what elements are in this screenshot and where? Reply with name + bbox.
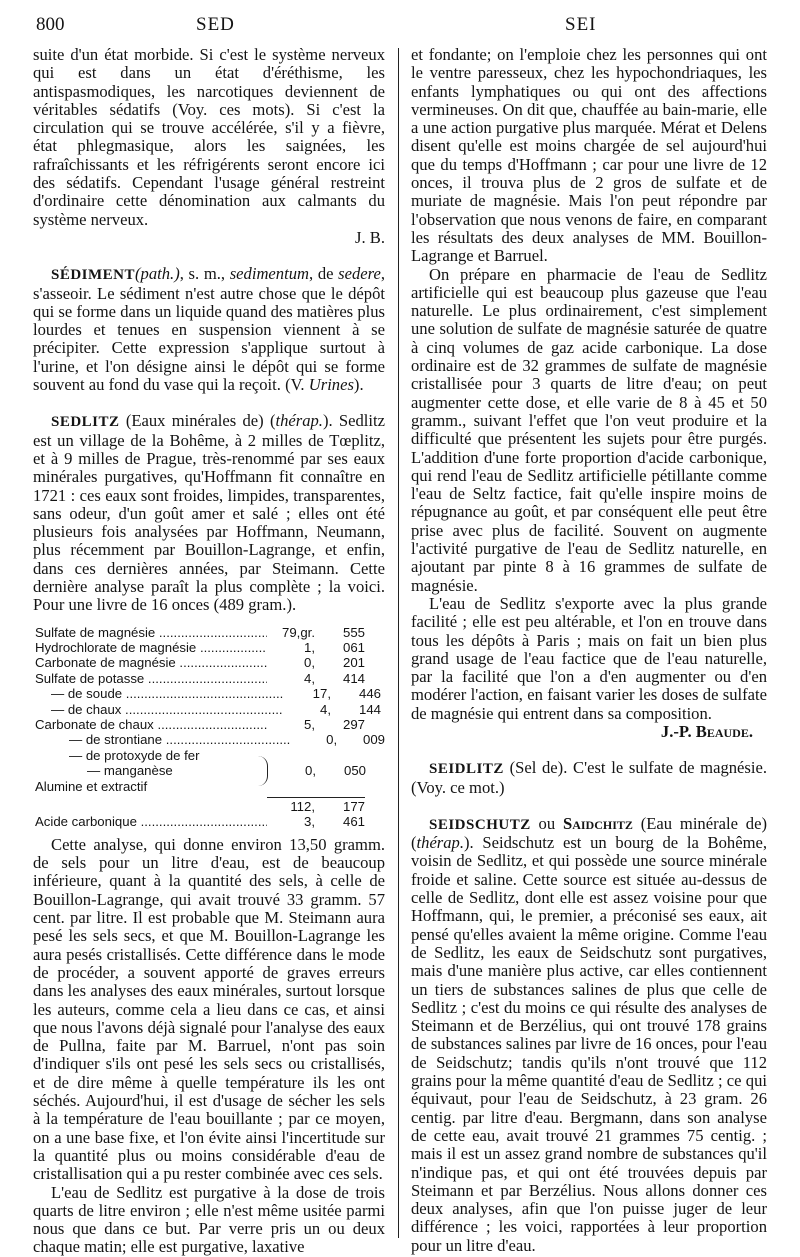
analysis-table bbox=[35, 625, 385, 830]
author-signature: J.-P. Beaude. bbox=[660, 721, 753, 741]
analysis-commentary: Cette analyse, qui donne environ 13,50 gramm. de sels pour un litre d'eau, est de beaucoup inférieure, quant à la quantité des sels, à celle de Bouillon-Lagrange, qui avait trouvé 33 gramm. 57 cent. par litre. Il est probable que M. Steimann aura pesé les sels secs, et que M. Bouillon-Lagrange les aura pesés cristallisés. Cette différence dans le mode de procéder, a souvent apporté de graves erreurs dans les analyses des eaux minérales, surtout lorsque les auteurs, comme cela a lieu dans ce cas, et ainsi que nous l'avons déjà signalé pour l'analyse des eaux de Pullna, faite par M. Barruel, n'ont pas soin d'indiquer s'ils ont pesé les sels secs ou cristallisés, et de dire même à quelle température ils les ont séchés. Aujourd'hui, il est d'usage de sécher les sels à la température de l'eau bouillante ; par ce moyen, on a une base fixe, et l'on évite ainsi l'incertitude sur la quantité plus ou moins considérable d'eau de cristallisation qui a pu rester combinée avec ces sels. bbox=[33, 834, 385, 1184]
pos-label: (path.) bbox=[135, 264, 180, 284]
table-row: — de soude ..... 17, 446 bbox=[35, 686, 385, 701]
left-running-head: SED bbox=[196, 14, 235, 35]
table-row-braced: — de protoxyde de fer — manganèse Alumine et extractif 0, 050 bbox=[35, 747, 366, 794]
brace-mark bbox=[253, 756, 268, 786]
export-paragraph: L'eau de Sedlitz s'exporte avec la plus grande facilité ; elle est peu altérable, et l'on en trouve dans tous les dépôts à Paris ; mais on fait un bien plus grand usage de l'eau factice que de l'eau naturelle, par la facilité que l'on a d'en augmenter ou d'en modérer l'action, en faisant varier les doses de sulfate de magnésie qui entrent dans sa composition. bbox=[411, 593, 767, 723]
right-column bbox=[411, 46, 767, 1255]
table-row: Acide carbonique ..... 3, 461 bbox=[35, 814, 385, 829]
headword-seidschutz: SEIDSCHUTZ bbox=[429, 816, 531, 833]
entry-sedlitz: SEDLITZ (Eaux minérales de) (thérap.). Sedlitz est un village de la Bohême, à 2 milles de Tœplitz, et à 9 milles de Prague, très-renommé par ses eaux minérales purgatives, qu'Hoffmann fit connaître en 1721 : ces eaux sont froides, limpides, transparentes, sans odeur, d'un goût amer et salé ; elles ont été plusieurs fois analysées par Hoffmann, Neumann, plus récemment par Bouillon-Lagrange, et enfin, dans ces dernières années, par Steimann. Cette dernière analyse paraît la plus complète ; la voici. Pour une livre de 16 onces (489 gram.). bbox=[33, 411, 385, 615]
headword-sediment: SÉDIMENT bbox=[51, 267, 136, 284]
right-running-head: SEI bbox=[565, 14, 597, 35]
table-row: — de strontiane ..... 0, 009 bbox=[35, 732, 385, 747]
entry-seidschutz: SEIDSCHUTZ ou Saidchitz (Eau minérale de) (thérap.). Seidschutz est un bourg de la Bohême, voisin de Sedlitz, et qui possède une source minérale froide et saline. Cette source est située au-dessus de celle de Sedlitz, dont elle est assez voisine pour que Hoffmann, qui, le premier, a préconisé ses eaux, ait pensé qu'elles avaient la même origine. Comme l'eau de Sedlitz, les eaux de Seidschutz sont purgatives, mais d'une manière plus active, car elles contiennent un tiers de substances salines de plus que celle de Sedlitz ; c'est du moins ce qui résulte des analyses de Steimann et de Berzélius, qui ont trouvé 178 grains de substances salines par livre de 16 onces, pour l'eau de Seidschutz; tandis qu'ils n'ont trouvé que 112 grains pour la même quantité d'eau de Sedlitz ; ce qui équivaut, pour l'eau de Seidschutz, à 23 gram. 26 centig. par litre d'eau. Bergmann, dans son analyse de cette eau, avait trouvé 21 grammes 75 centig. ; mais il est un assez grand nombre de substances qu'il n'indique pas, et qui ont été trouvées depuis par Steimann et par Berzélius. Nous allons donner ces deux analyses, afin que l'on puisse juger de leur différence ; les voici, rapportées à leur proportion pour un litre d'eau. bbox=[411, 813, 767, 1255]
entry-sediment: SÉDIMENT(path.), s. m., sedimentum, de sedere, s'asseoir. Le sédiment n'est autre chose que le dépôt qui se forme dans un liquide quand des matières plus lourdes et tenues en suspension viennent à se précipiter. Cette expression s'applique surtout à l'urine, et l'on désigne ainsi le dépôt qui se forme souvent au fond du vase qui la reçoit. (V. Urines). bbox=[33, 264, 386, 395]
table-row: Hydrochlorate de magnésie ..... 1, 061 bbox=[35, 640, 385, 655]
total-rule bbox=[35, 797, 385, 798]
dose-paragraph: L'eau de Sedlitz est purgative à la dose de trois quarts de litre environ ; elle n'est même usitée parmi nous que dans ce but. Par verre pris un ou deux chaque matin; elle est purgative, laxative bbox=[33, 1182, 385, 1257]
cross-reference: Urines bbox=[308, 375, 354, 395]
pos-label: thérap. bbox=[416, 833, 465, 853]
entry-seidlitz: SEIDLITZ (Sel de). C'est le sulfate de magnésie. (Voy. ce mot.) bbox=[411, 758, 767, 797]
usage-paragraph: et fondante; on l'emploie chez les personnes qui ont le ventre paresseux, chez les hypochondriaques, les enfants lymphatiques ou qui ont des affections vermineuses. On dit que, chauffée au bain-marie, elle a une action purgative plus marquée. Mérat et Delens disent qu'elle est moins chargée de sel aujourd'hui que du temps d'Hoffmann ; car pour une livre de 12 onces, il trouva plus de 2 gros de sulfate et de muriate de magnésie. Mais l'on peut répondre par l'observation que nous venons de faire, en comparant les résultats des deux analyses de MM. Bouillon-Lagrange et Barruel. bbox=[411, 45, 767, 266]
table-row: — de chaux ..... 4, 144 bbox=[35, 702, 385, 717]
author-signature: J. B. bbox=[355, 227, 385, 247]
pos-label: thérap. bbox=[275, 411, 323, 431]
table-total-row: 112, 177 bbox=[290, 799, 365, 815]
page-number: 800 bbox=[36, 14, 65, 35]
left-column bbox=[33, 46, 385, 1257]
running-header bbox=[0, 14, 800, 44]
table-row: Sulfate de magnésie ..... 79,gr. 555 bbox=[35, 625, 385, 640]
table-row: Sulfate de potasse ..... 4, 414 bbox=[35, 671, 385, 686]
headword-seidlitz: SEIDLITZ bbox=[429, 761, 504, 778]
table-row: Carbonate de chaux ..... 5, 297 bbox=[35, 717, 385, 732]
column-divider bbox=[398, 48, 399, 1238]
sedatif-paragraph-end: suite d'un état morbide. Si c'est le système nerveux qui est dans un état d'éréthisme, les antispasmodiques, les narcotiques deviennent de véritables sédatifs (Voy. ces mots). Si c'est la circulation qui se trouve accélérée, s'il y a fièvre, état phlegmasique, alors les saignées, les rafraîchissants et les réfrigérents seront encore ici des sédatifs. Cependant l'usage général restreint d'ordinaire cette dénomination aux calmants du système nerveux. bbox=[33, 45, 385, 229]
headword-sedlitz: SEDLITZ bbox=[51, 414, 120, 431]
table-row: Carbonate de magnésie ..... 0, 201 bbox=[35, 655, 385, 670]
pharmacy-paragraph: On prépare en pharmacie de l'eau de Sedlitz artificielle qui est beaucoup plus gazeuse que l'eau naturelle. Le plus ordinairement, c'est simplement une solution de sulfate de magnésie saturée de quatre à cinq volumes de gaz acide carbonique. La dose ordinaire est de 32 grammes de sulfate de magnésie cristallisée pour 3 quarts de litre d'eau; on peut augmenter cette dose, et elle varie de 8 à 45 et 50 gramm., suivant l'effet que l'on veut produire et la difficulté que présentent les sujets pour être purgés. L'addition d'une forte proportion d'acide carbonique, qui rend l'eau de Sedlitz artificielle pétillante comme l'eau de Seltz factice, fait qu'elle inspire moins de répugnance au goût, et par conséquent elle peut être prise avec plus de facilité. Souvent on augmente l'activité purgative de l'eau de Sedlitz naturelle, en ajoutant par pinte 8 à 16 grammes de sulfate de magnésie. bbox=[411, 264, 767, 595]
